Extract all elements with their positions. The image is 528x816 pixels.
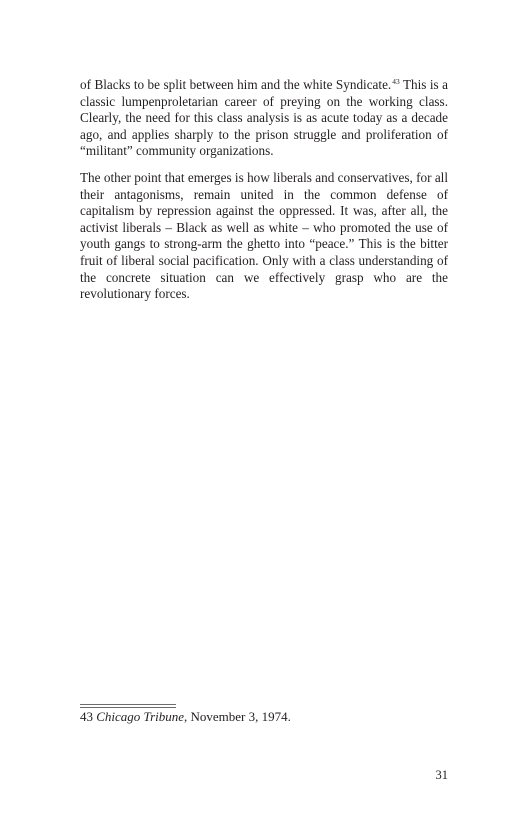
paragraph-1-text-after-ref: This is a classic lumpenproletarian career of preying on the working class. Clearly, the need for this class analysis is as acute today as a decade ago, and applies sharply to the prison struggle and proliferation of “militant” community organizations. [80,77,449,159]
footnote [80,709,448,725]
paragraph-1-text-before-ref: of Blacks to be split between him and the white Syndicate. [80,77,392,92]
footnote-reference: 43 [392,77,400,86]
paragraph-2: The other point that emerges is how liberals and conservatives, for all their antagonisms, remain united in the common defense of capitalism by repression against the oppressed. It was, after all, the activist liberals – Black as well as white – who promoted the use of youth gangs to strong-arm the ghetto into “peace.” This is the bitter fruit of liberal social pacification. Only with a class understanding of the concrete situation can we effectively grasp who are the revolutionary forces. [80,169,448,302]
footnote-number: 43 [80,709,93,724]
page-number: 31 [435,768,448,782]
paragraph-1 [80,77,448,160]
footnote-source-title: Chicago Tribune [96,709,185,724]
footnote-details: , November 3, 1974. [184,709,291,724]
body-text [80,77,448,303]
footnote-divider [80,704,176,705]
